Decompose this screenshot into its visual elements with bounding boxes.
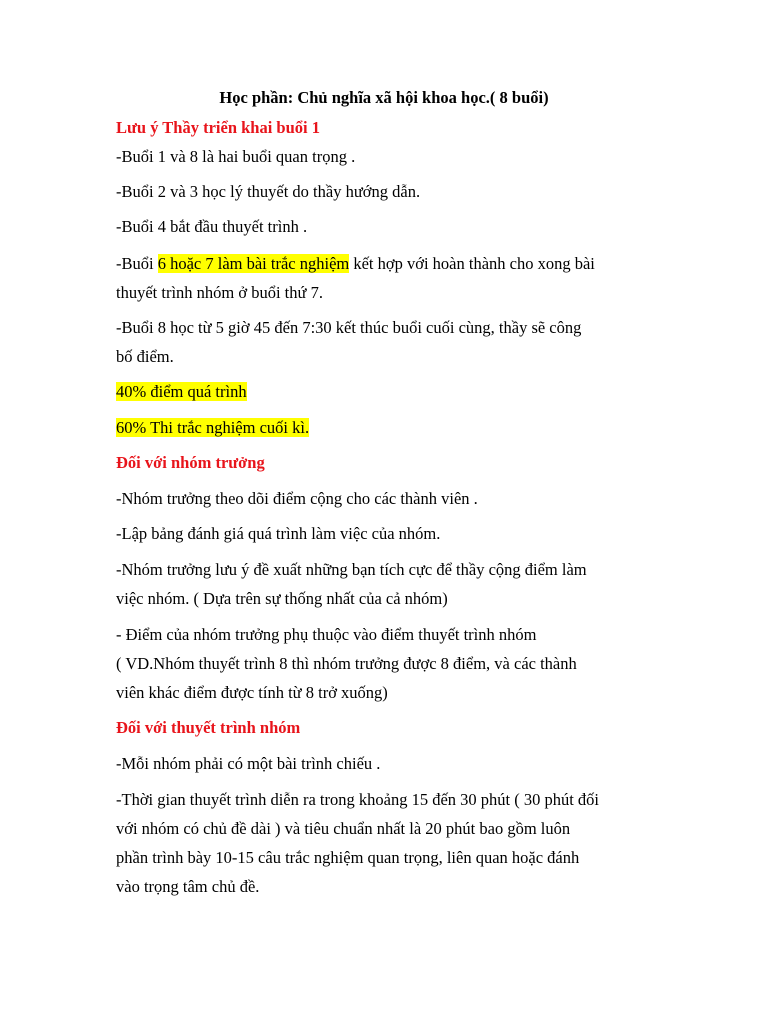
schedule-item-4-continued: thuyết trình nhóm ở buổi thứ 7. <box>116 283 323 302</box>
grading-process <box>116 382 247 402</box>
schedule-item-2: -Buổi 2 và 3 học lý thuyết do thầy hướng dẫn. <box>116 182 421 201</box>
leader-item-4-continued-1: ( VD.Nhóm thuyết trình 8 thì nhóm trưởng được 8 điểm, và các thành <box>116 654 577 673</box>
leader-item-3: -Nhóm trưởng lưu ý đề xuất những bạn tích cực để thầy cộng điểm làm <box>116 560 587 579</box>
leader-item-4-continued-2: viên khác điểm được tính từ 8 trở xuống) <box>116 683 388 702</box>
schedule-item-4 <box>116 254 595 274</box>
leader-heading: Đối với nhóm trưởng <box>116 453 265 472</box>
schedule-item-4-highlight: 6 hoặc 7 làm bài trắc nghiệm <box>157 254 350 273</box>
note-heading: Lưu ý Thầy triển khai buổi 1 <box>116 118 320 137</box>
leader-item-2: -Lập bảng đánh giá quá trình làm việc của nhóm. <box>116 524 441 543</box>
presentation-item-2-continued-3: vào trọng tâm chủ đề. <box>116 877 260 896</box>
grading-final <box>116 418 309 438</box>
leader-item-3-continued: việc nhóm. ( Dựa trên sự thống nhất của cả nhóm) <box>116 589 448 608</box>
page-title: Học phần: Chủ nghĩa xã hội khoa học.( 8 buổi) <box>219 88 549 107</box>
schedule-item-3: -Buổi 4 bắt đầu thuyết trình . <box>116 217 308 236</box>
presentation-heading: Đối với thuyết trình nhóm <box>116 718 301 737</box>
presentation-item-2: -Thời gian thuyết trình diễn ra trong khoảng 15 đến 30 phút ( 30 phút đối <box>116 790 600 809</box>
grading-final-text: 60% Thi trắc nghiệm cuối kì. <box>116 418 310 437</box>
schedule-item-4-rest: kết hợp với hoàn thành cho xong bài <box>349 254 595 273</box>
presentation-item-2-continued-2: phần trình bày 10-15 câu trắc nghiệm quan trọng, liên quan hoặc đánh <box>116 848 580 867</box>
leader-item-4: - Điểm của nhóm trưởng phụ thuộc vào điểm thuyết trình nhóm <box>116 625 537 644</box>
schedule-item-5: -Buổi 8 học từ 5 giờ 45 đến 7:30 kết thúc buổi cuối cùng, thầy sẽ công <box>116 318 582 337</box>
schedule-item-4-prefix: -Buổi <box>116 254 158 273</box>
presentation-item-1: -Mỗi nhóm phải có một bài trình chiếu . <box>116 754 381 773</box>
schedule-item-1: -Buổi 1 và 8 là hai buổi quan trọng . <box>116 147 356 166</box>
grading-process-text: 40% điểm quá trình <box>116 382 247 401</box>
schedule-item-5-continued: bố điểm. <box>116 347 174 366</box>
presentation-item-2-continued-1: với nhóm có chủ đề dài ) và tiêu chuẩn nhất là 20 phút bao gồm luôn <box>116 819 571 838</box>
leader-item-1: -Nhóm trưởng theo dõi điểm cộng cho các thành viên . <box>116 489 478 508</box>
